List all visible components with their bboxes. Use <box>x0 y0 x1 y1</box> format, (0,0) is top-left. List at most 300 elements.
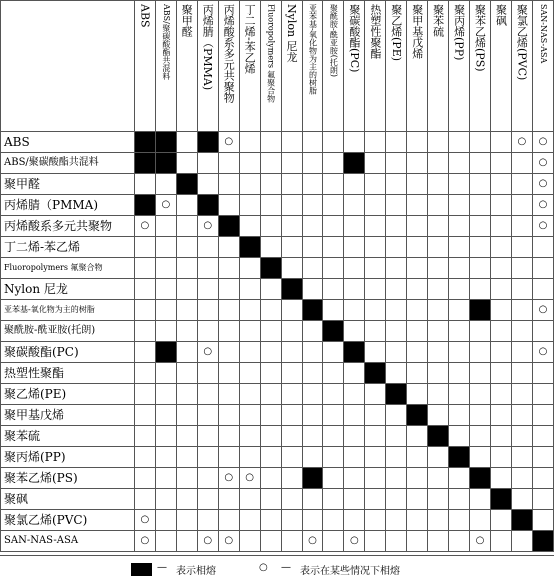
column-header <box>134 1 155 132</box>
empty-cell <box>155 174 176 195</box>
compatible-cell <box>449 447 470 468</box>
empty-cell <box>323 153 344 174</box>
empty-cell <box>176 195 197 216</box>
empty-cell <box>428 216 449 237</box>
empty-cell <box>281 216 302 237</box>
compatible-cell <box>155 153 176 174</box>
empty-cell <box>281 321 302 342</box>
table-row <box>1 384 554 405</box>
column-header-label: 丁二烯-苯乙烯 <box>243 4 257 74</box>
empty-cell <box>428 237 449 258</box>
empty-cell <box>218 195 239 216</box>
empty-cell <box>323 300 344 321</box>
empty-cell <box>532 468 553 489</box>
empty-cell <box>532 258 553 279</box>
empty-cell <box>511 531 532 552</box>
empty-cell <box>365 258 386 279</box>
empty-cell <box>407 195 428 216</box>
table-row <box>1 468 554 489</box>
column-header-label: Fluoropolymers 氟聚合物 <box>266 4 276 103</box>
column-header <box>239 1 260 132</box>
empty-cell <box>386 426 407 447</box>
empty-cell <box>260 384 281 405</box>
empty-cell <box>155 321 176 342</box>
empty-cell <box>176 216 197 237</box>
row-header: 聚砜 <box>1 489 135 510</box>
empty-cell <box>428 321 449 342</box>
row-header: 聚乙烯(PE) <box>1 384 135 405</box>
column-header-label: 聚苯乙烯(PS) <box>473 4 487 72</box>
empty-cell <box>365 195 386 216</box>
empty-cell <box>155 258 176 279</box>
table-row <box>1 489 554 510</box>
empty-cell <box>449 426 470 447</box>
column-header <box>365 1 386 132</box>
empty-cell <box>470 237 491 258</box>
table-row <box>1 426 554 447</box>
partial-cell: ○ <box>197 342 218 363</box>
empty-cell <box>176 468 197 489</box>
empty-cell <box>239 279 260 300</box>
column-header-label: 聚甲基戊烯 <box>410 4 424 59</box>
column-header-label: Nylon 尼龙 <box>285 4 299 63</box>
empty-cell <box>490 531 511 552</box>
empty-cell <box>511 321 532 342</box>
empty-cell <box>490 216 511 237</box>
empty-cell <box>428 531 449 552</box>
empty-cell <box>323 279 344 300</box>
empty-cell <box>449 174 470 195</box>
empty-cell <box>302 258 323 279</box>
empty-cell <box>511 237 532 258</box>
column-header-label: 聚砜 <box>494 4 508 26</box>
empty-cell <box>302 447 323 468</box>
empty-cell <box>239 300 260 321</box>
empty-cell <box>281 531 302 552</box>
empty-cell <box>344 384 365 405</box>
table-row <box>1 531 554 552</box>
partial-cell: ○ <box>134 510 155 531</box>
empty-cell <box>155 510 176 531</box>
empty-cell <box>323 405 344 426</box>
empty-cell <box>239 489 260 510</box>
empty-cell <box>218 300 239 321</box>
empty-cell <box>260 237 281 258</box>
empty-cell <box>218 258 239 279</box>
empty-cell <box>239 132 260 153</box>
empty-cell <box>532 384 553 405</box>
empty-cell <box>260 510 281 531</box>
empty-cell <box>470 405 491 426</box>
compatible-cell <box>218 216 239 237</box>
empty-cell <box>511 489 532 510</box>
compatible-cell <box>260 258 281 279</box>
empty-cell <box>281 237 302 258</box>
empty-cell <box>532 279 553 300</box>
empty-cell <box>260 132 281 153</box>
empty-cell <box>470 321 491 342</box>
empty-cell <box>344 258 365 279</box>
empty-cell <box>490 300 511 321</box>
column-header <box>281 1 302 132</box>
column-header-label: SAN-NAS-ASA <box>538 4 548 64</box>
empty-cell <box>365 468 386 489</box>
empty-cell <box>511 300 532 321</box>
empty-cell <box>302 132 323 153</box>
empty-cell <box>281 468 302 489</box>
empty-cell <box>302 510 323 531</box>
empty-cell <box>407 258 428 279</box>
column-header-label: 聚苯硫 <box>431 4 445 37</box>
empty-cell <box>134 258 155 279</box>
empty-cell <box>511 342 532 363</box>
empty-cell <box>449 405 470 426</box>
empty-cell <box>365 216 386 237</box>
empty-cell <box>323 174 344 195</box>
empty-cell <box>323 258 344 279</box>
empty-cell <box>176 132 197 153</box>
empty-cell <box>386 174 407 195</box>
empty-cell <box>197 363 218 384</box>
row-header: Nylon 尼龙 <box>1 279 135 300</box>
empty-cell <box>260 300 281 321</box>
column-header-label: 聚乙烯(PE) <box>389 4 403 62</box>
empty-cell <box>176 447 197 468</box>
empty-cell <box>470 426 491 447</box>
compatible-cell <box>155 132 176 153</box>
empty-cell <box>323 132 344 153</box>
empty-cell <box>386 300 407 321</box>
empty-cell <box>323 489 344 510</box>
empty-cell <box>218 510 239 531</box>
empty-cell <box>155 363 176 384</box>
row-header: Fluoropolymers 氟聚合物 <box>1 258 135 279</box>
partial-cell: ○ <box>511 132 532 153</box>
empty-cell <box>323 531 344 552</box>
empty-cell <box>407 426 428 447</box>
empty-cell <box>365 531 386 552</box>
empty-cell <box>386 363 407 384</box>
empty-cell <box>260 489 281 510</box>
empty-cell <box>449 132 470 153</box>
empty-cell <box>407 300 428 321</box>
empty-cell <box>344 279 365 300</box>
empty-cell <box>470 174 491 195</box>
table-row <box>1 405 554 426</box>
empty-cell <box>176 426 197 447</box>
empty-cell <box>197 279 218 300</box>
empty-cell <box>511 363 532 384</box>
empty-cell <box>323 447 344 468</box>
empty-cell <box>407 384 428 405</box>
empty-cell <box>365 300 386 321</box>
empty-cell <box>449 531 470 552</box>
empty-cell <box>344 447 365 468</box>
empty-cell <box>155 216 176 237</box>
empty-cell <box>365 510 386 531</box>
empty-cell <box>281 132 302 153</box>
empty-cell <box>407 132 428 153</box>
partial-cell: ○ <box>532 195 553 216</box>
partial-cell: ○ <box>134 216 155 237</box>
empty-cell <box>511 195 532 216</box>
empty-cell <box>302 237 323 258</box>
empty-cell <box>490 447 511 468</box>
empty-cell <box>176 384 197 405</box>
empty-cell <box>302 363 323 384</box>
empty-cell <box>511 426 532 447</box>
empty-cell <box>511 279 532 300</box>
empty-cell <box>197 426 218 447</box>
empty-cell <box>386 195 407 216</box>
empty-cell <box>281 153 302 174</box>
empty-cell <box>239 216 260 237</box>
compatible-cell <box>197 132 218 153</box>
empty-cell <box>407 174 428 195</box>
empty-cell <box>302 489 323 510</box>
empty-cell <box>490 279 511 300</box>
table-row <box>1 342 554 363</box>
empty-cell <box>532 321 553 342</box>
empty-cell <box>365 405 386 426</box>
empty-cell <box>386 531 407 552</box>
empty-cell <box>407 447 428 468</box>
empty-cell <box>281 405 302 426</box>
empty-cell <box>344 489 365 510</box>
empty-cell <box>134 342 155 363</box>
partial-cell: ○ <box>197 216 218 237</box>
empty-cell <box>197 237 218 258</box>
empty-cell <box>470 195 491 216</box>
empty-cell <box>239 510 260 531</box>
empty-cell <box>490 363 511 384</box>
empty-cell <box>239 174 260 195</box>
empty-cell <box>490 342 511 363</box>
corner-cell <box>1 1 135 132</box>
empty-cell <box>176 237 197 258</box>
empty-cell <box>449 237 470 258</box>
empty-cell <box>281 510 302 531</box>
empty-cell <box>532 405 553 426</box>
column-header <box>197 1 218 132</box>
row-header: 热塑性聚酯 <box>1 363 135 384</box>
empty-cell <box>260 342 281 363</box>
empty-cell <box>260 447 281 468</box>
row-header: 聚氯乙烯(PVC) <box>1 510 135 531</box>
column-header-label: 丙烯腈（PMMA) <box>201 4 215 91</box>
empty-cell <box>134 363 155 384</box>
compatible-cell <box>134 132 155 153</box>
empty-cell <box>532 510 553 531</box>
empty-cell <box>428 195 449 216</box>
empty-cell <box>218 405 239 426</box>
empty-cell <box>511 153 532 174</box>
empty-cell <box>428 405 449 426</box>
empty-cell <box>239 321 260 342</box>
row-header: 丙烯酸系多元共聚物 <box>1 216 135 237</box>
table-row <box>1 363 554 384</box>
compatible-cell <box>344 153 365 174</box>
empty-cell <box>428 342 449 363</box>
empty-cell <box>239 531 260 552</box>
empty-cell <box>449 342 470 363</box>
column-header <box>428 1 449 132</box>
empty-cell <box>511 174 532 195</box>
empty-cell <box>490 405 511 426</box>
empty-cell <box>407 153 428 174</box>
row-header: SAN-NAS-ASA <box>1 531 135 552</box>
column-header <box>218 1 239 132</box>
empty-cell <box>239 405 260 426</box>
empty-cell <box>365 279 386 300</box>
empty-cell <box>365 489 386 510</box>
empty-cell <box>532 489 553 510</box>
empty-cell <box>344 300 365 321</box>
empty-cell <box>134 489 155 510</box>
row-header: 丙烯腈（PMMA) <box>1 195 135 216</box>
empty-cell <box>260 405 281 426</box>
column-header-label: 聚丙烯(PP) <box>452 4 466 61</box>
empty-cell <box>428 447 449 468</box>
empty-cell <box>365 174 386 195</box>
empty-cell <box>470 216 491 237</box>
empty-cell <box>490 384 511 405</box>
empty-cell <box>260 468 281 489</box>
column-header <box>449 1 470 132</box>
column-header <box>407 1 428 132</box>
empty-cell <box>155 384 176 405</box>
compatible-cell <box>176 174 197 195</box>
empty-cell <box>239 153 260 174</box>
empty-cell <box>134 426 155 447</box>
empty-cell <box>155 468 176 489</box>
empty-cell <box>218 342 239 363</box>
empty-cell <box>281 363 302 384</box>
column-header <box>323 1 344 132</box>
partial-cell: ○ <box>532 300 553 321</box>
compatible-cell <box>302 468 323 489</box>
empty-cell <box>239 447 260 468</box>
empty-cell <box>470 363 491 384</box>
partial-cell: ○ <box>532 216 553 237</box>
table-row <box>1 174 554 195</box>
compatible-cell <box>302 300 323 321</box>
table-row <box>1 279 554 300</box>
empty-cell <box>428 258 449 279</box>
empty-cell <box>386 468 407 489</box>
empty-cell <box>490 468 511 489</box>
empty-cell <box>134 468 155 489</box>
row-header: ABS <box>1 132 135 153</box>
empty-cell <box>197 510 218 531</box>
table-row <box>1 258 554 279</box>
empty-cell <box>302 426 323 447</box>
empty-cell <box>176 363 197 384</box>
compatible-cell <box>239 237 260 258</box>
empty-cell <box>260 174 281 195</box>
empty-cell <box>449 468 470 489</box>
partial-cell: ○ <box>532 174 553 195</box>
empty-cell <box>511 258 532 279</box>
compatible-cell <box>511 510 532 531</box>
table-row <box>1 132 554 153</box>
empty-cell <box>449 195 470 216</box>
empty-cell <box>344 468 365 489</box>
column-header-label: 聚碳酸酯(PC) <box>347 4 361 73</box>
empty-cell <box>155 279 176 300</box>
empty-cell <box>470 258 491 279</box>
column-header-label: 聚酰胺-酰亚胺(托朗) <box>329 4 339 77</box>
column-header <box>490 1 511 132</box>
row-header: 聚苯硫 <box>1 426 135 447</box>
empty-cell <box>490 321 511 342</box>
empty-cell <box>197 468 218 489</box>
row-header: 聚甲醛 <box>1 174 135 195</box>
empty-cell <box>197 447 218 468</box>
empty-cell <box>511 447 532 468</box>
empty-cell <box>344 321 365 342</box>
empty-cell <box>134 447 155 468</box>
partial-cell: ○ <box>532 153 553 174</box>
empty-cell <box>197 153 218 174</box>
compatible-cell <box>490 489 511 510</box>
empty-cell <box>344 216 365 237</box>
empty-cell <box>134 174 155 195</box>
compatible-cell <box>470 468 491 489</box>
row-header: 聚甲基戊烯 <box>1 405 135 426</box>
empty-cell <box>386 216 407 237</box>
empty-cell <box>407 510 428 531</box>
empty-cell <box>302 405 323 426</box>
empty-cell <box>449 153 470 174</box>
empty-cell <box>490 510 511 531</box>
empty-cell <box>407 321 428 342</box>
empty-cell <box>449 321 470 342</box>
compatible-cell <box>323 321 344 342</box>
empty-cell <box>428 468 449 489</box>
empty-cell <box>407 216 428 237</box>
column-header-label: 聚甲醛 <box>180 4 194 37</box>
table-body <box>1 132 554 552</box>
empty-cell <box>449 363 470 384</box>
empty-cell <box>281 426 302 447</box>
empty-cell <box>470 279 491 300</box>
empty-cell <box>155 237 176 258</box>
table-row <box>1 321 554 342</box>
table-row <box>1 510 554 531</box>
empty-cell <box>365 237 386 258</box>
empty-cell <box>176 258 197 279</box>
empty-cell <box>344 363 365 384</box>
empty-cell <box>428 132 449 153</box>
partial-cell: ○ <box>218 531 239 552</box>
empty-cell <box>281 489 302 510</box>
partial-cell: ○ <box>218 132 239 153</box>
empty-cell <box>302 279 323 300</box>
empty-cell <box>428 363 449 384</box>
partial-cell: ○ <box>218 468 239 489</box>
empty-cell <box>176 153 197 174</box>
compatible-cell <box>428 426 449 447</box>
empty-cell <box>218 237 239 258</box>
empty-cell <box>532 447 553 468</box>
legend-circle-icon: ○ <box>259 562 268 573</box>
empty-cell <box>428 510 449 531</box>
empty-cell <box>323 216 344 237</box>
empty-cell <box>197 300 218 321</box>
empty-cell <box>365 153 386 174</box>
column-header-label: 丙烯酸系多元共聚物 <box>222 4 236 103</box>
